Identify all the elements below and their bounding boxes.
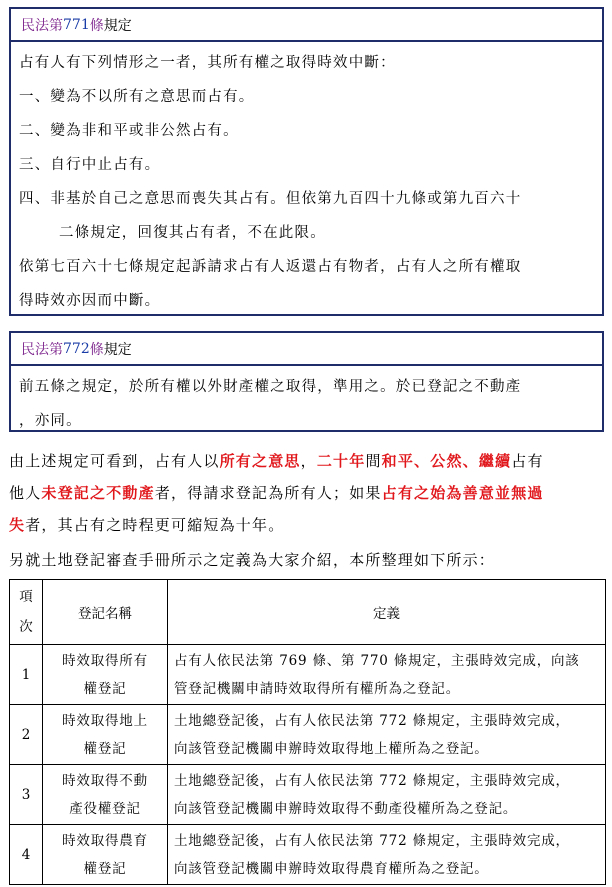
text-line: 得時效亦因而中斷。 xyxy=(19,293,161,309)
article-772-title: 民法第 772 條 規定 xyxy=(11,333,602,366)
text-line: 前五條之規定，於所有權以外財產權之取得，準用之。於已登記之不動產 xyxy=(19,379,522,395)
table-intro: 另就土地登記審查手冊所示之定義為大家介紹，本所整理如下所示： xyxy=(9,551,496,569)
text-line: 依第七百六十七條規定起訴請求占有人返還占有物者，占有人之所有權取 xyxy=(19,259,522,275)
article-772-body xyxy=(11,366,602,438)
header-num: 項次 xyxy=(10,580,43,645)
definition-table xyxy=(9,579,606,885)
table-row: 3 時效取得不動 產役權登記 土地總登記後，占有人依民法第 772 條規定，主張時效完成， 向該管登記機關申辦時效取得不動產役權所為之登記。 xyxy=(10,765,606,825)
text-line: 二、變為非和平或非公然占有。 xyxy=(19,123,239,139)
table-row: 4 時效取得農育 權登記 土地總登記後，占有人依民法第 772 條規定，主張時效完成， 向該管登記機關申辦時效取得農育權所為之登記。 xyxy=(10,825,606,885)
article-771-body xyxy=(11,42,602,318)
table-header-row xyxy=(10,580,606,645)
text-line: 一、變為不以所有之意思而占有。 xyxy=(19,89,255,105)
text-line: 占有人有下列情形之一者，其所有權之取得時效中斷： xyxy=(19,55,396,71)
article-772-box xyxy=(9,331,604,432)
text-line: 三、自行中止占有。 xyxy=(19,157,161,173)
summary-paragraph: 由上述規定可看到，占有人以所有之意思，二十年間和平、公然、繼續占有 他人未登記之不動產者，得請求登記為所有人；如果占有之始為善意並無過 失者，其占有之時程更可縮短為十年。 另就土地登記審查手冊所示之定義為大家介紹，本所整理如下所示： xyxy=(9,445,607,576)
header-def: 定義 xyxy=(168,580,606,645)
text-line: 二條規定，回復其占有者，不在此限。 xyxy=(59,225,326,241)
text-line: 四、非基於自己之意思而喪失其占有。但依第九百四十九條或第九百六十 xyxy=(19,191,522,207)
article-771-box xyxy=(9,7,604,316)
table-row: 2 時效取得地上 權登記 土地總登記後，占有人依民法第 772 條規定，主張時效完成， 向該管登記機關申辦時效取得地上權所為之登記。 xyxy=(10,705,606,765)
text-line: ，亦同。 xyxy=(19,413,82,429)
header-name: 登記名稱 xyxy=(43,580,168,645)
table-row: 1 時效取得所有 權登記 占有人依民法第 769 條、第 770 條規定，主張時效完成，向該 管登記機關申請時效取得所有權所為之登記。 xyxy=(10,645,606,705)
article-771-title: 民法第 771 條 規定 xyxy=(11,9,602,42)
